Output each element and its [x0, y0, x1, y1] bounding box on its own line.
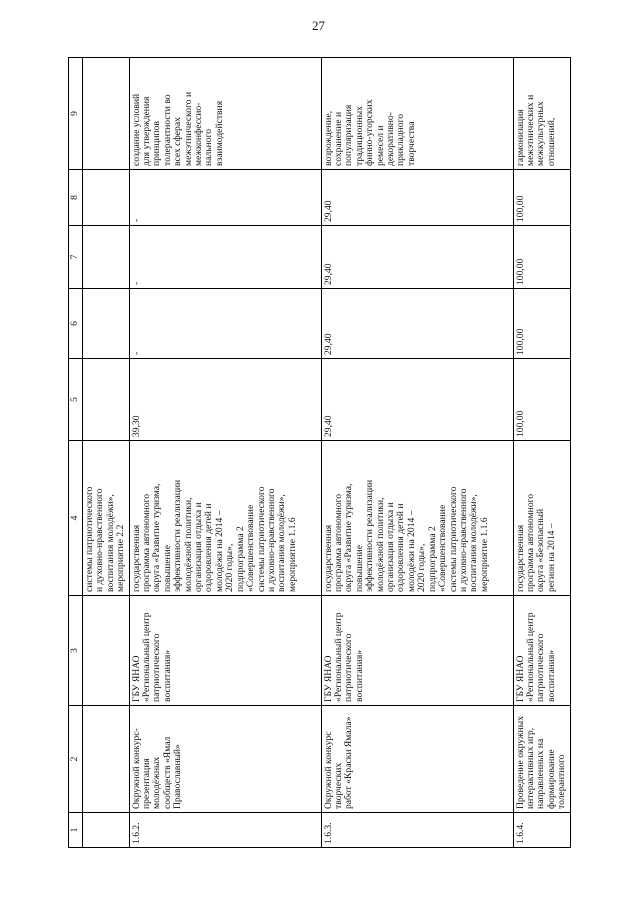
column-number: 1 [69, 813, 83, 848]
value-col6: - [129, 289, 321, 359]
program-source: государственная программа автономного округа «Развитие туризма, повышение эффективности реализации молодёжной политики, организация отдыха и оздоровления детей и молодёжи на 2014 – 2020 годы», подпрограмма 2 «Совершенствование системы патриотического и духовно-нравственного воспитания молодёжи», мероприятие 1.1.6 [129, 441, 321, 596]
continuation-row [83, 58, 130, 848]
value-col6: 29,40 [321, 289, 513, 359]
table-row [321, 58, 513, 848]
row-number: 1.6.2. [129, 813, 321, 848]
column-number: 6 [69, 289, 83, 359]
value-col5: 39,30 [129, 359, 321, 441]
column-number: 2 [69, 706, 83, 813]
value-col5: 100,00 [513, 359, 570, 441]
value-col8: 100,00 [513, 170, 570, 226]
executor: ГБУ ЯНАО «Региональный центр патриотического воспитания» [321, 596, 513, 706]
event-name: Окружной конкурс- презентация молодёжных сообществ «Ямал Православный» [129, 706, 321, 813]
value-col7: - [129, 226, 321, 289]
program-source: государственная программа автономного округа «Развитие туризма, повышение эффективности реализации молодёжной политики, организация отдыха и оздоровления детей и молодёжи на 2014 – 2020 годы», подпрограмма 2 «Совершенствование системы патриотического и духовно-нравственного воспитания молодёжи», мероприятие 1.1.6 [321, 441, 513, 596]
value-col6: 100,00 [513, 289, 570, 359]
expected-result: возрождение, сохранение и популяризация традиционных финно-угорских ремесел и декоративно- прикладного творчества [321, 58, 513, 170]
column-number: 5 [69, 359, 83, 441]
table-row [513, 58, 570, 848]
value-col8: 29,40 [321, 170, 513, 226]
event-name: Окружной конкурс творческих работ «Краски Ямала» [321, 706, 513, 813]
event-name: Проведение окружных интерактивных игр, направленных на формирование толерантного [513, 706, 570, 813]
expected-result: гармонизация межэтнических и межкультурных отношений, [513, 58, 570, 170]
program-table [68, 57, 571, 848]
executor: ГБУ ЯНАО «Региональный центр патриотического воспитания» [129, 596, 321, 706]
column-number: 4 [69, 441, 83, 596]
value-col5: 29,40 [321, 359, 513, 441]
program-source: государственная программа автономного округа «Безопасный регион на 2014 – [513, 441, 570, 596]
column-number-row [69, 58, 83, 848]
value-col7: 29,40 [321, 226, 513, 289]
executor: ГБУ ЯНАО «Региональный центр патриотического воспитания» [513, 596, 570, 706]
table-row [129, 58, 321, 848]
rotated-table-container [68, 58, 573, 848]
row-number: 1.6.4. [513, 813, 570, 848]
row-number: 1.6.3. [321, 813, 513, 848]
value-col8: - [129, 170, 321, 226]
column-number: 8 [69, 170, 83, 226]
continuation-program-text: системы патриотического и духовно-нравственного воспитания молодёжи», мероприятие 2.2 [83, 441, 130, 596]
page-number: 27 [312, 18, 325, 33]
column-number: 3 [69, 596, 83, 706]
column-number: 9 [69, 58, 83, 170]
value-col7: 100,00 [513, 226, 570, 289]
column-number: 7 [69, 226, 83, 289]
expected-result: создание условий для утверждения принципов толерантности во всех сферах межэтнического и межконфессио- нального взаимодействия [129, 58, 321, 170]
